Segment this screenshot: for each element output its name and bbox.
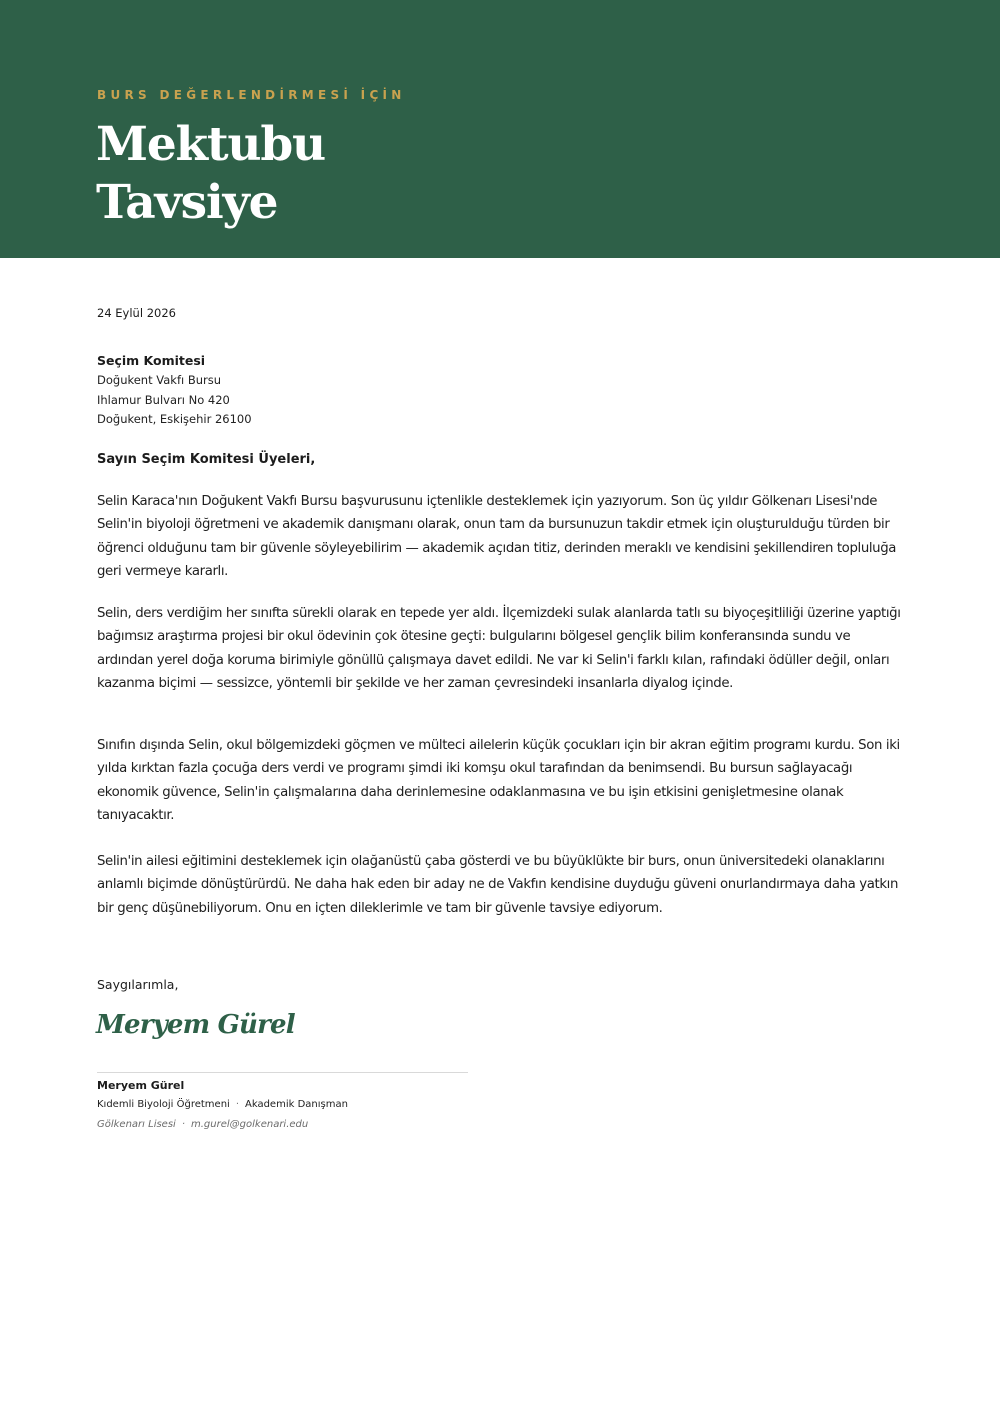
recipient-organization: Doğukent Vakfı Bursu [97, 373, 222, 387]
recipient-city: Doğukent, Eskişehir 26100 [97, 412, 252, 426]
signer-contact [97, 1119, 308, 1130]
body-paragraph-2: Selin, ders verdiğim her sınıfta sürekli olarak en tepede yer aldı. İlçemizdeki sulak alanlarda tatlı su biyoçeşitliliği üzerine yaptığı bağımsız araştırma projesi bir okul ödevinin çok ötesine geçti: bulgularını bölgesel gençlik bilim konferansında sundu ve ardından yerel doğa koruma birimiyle gönüllü çalışmaya davet edildi. Ne var ki Selin'i farklı kılan, rafındaki ödüller değil, onları kazanma biçimi — sessizce, yöntemli bir şekilde ve her zaman çevresindeki insanlarla diyalog içinde. [97, 606, 901, 692]
body-paragraph-1: Selin Karaca'nın Doğukent Vakfı Bursu başvurusunu içtenlikle desteklemek için yazıyorum. Son üç yıldır Gölkenarı Lisesi'nde Selin'in biyoloji öğretmeni ve akademik danışmanı olarak, onun tam da bursunuzun takdir etmek için oluşturulduğu türden bir öğrenci olduğunu tam bir güvenle söyleyebilirim — akademik açıdan titiz, derinden meraklı ve kendisini şekillendiren topluluğa geri vermeye kararlı. [97, 494, 897, 580]
salutation: Sayın Seçim Komitesi Üyeleri, [97, 452, 316, 467]
recipient-name: Seçim Komitesi [97, 353, 206, 368]
signer-roles [97, 1099, 348, 1110]
recipient-block [97, 352, 252, 430]
signer-email[interactable]: m.gurel@golkenari.edu [191, 1119, 309, 1130]
title-line-1: Mektubu [96, 117, 326, 172]
body-paragraph-4: Selin'in ailesi eğitimini desteklemek için olağanüstü çaba gösterdi ve bu büyüklükte bir burs, onun üniversitedeki olanaklarını anlamlı biçimde dönüştürürdü. Ne daha hak eden bir aday ne de Vakfın kendisine duyduğu güveni onurlandırmaya daha yatkın bir genç düşünebiliyorum. Onu en içten dileklerimle ve tam bir güvenle tavsiye ediyorum. [97, 854, 899, 916]
body-paragraph-3: Sınıfın dışında Selin, okul bölgemizdeki göçmen ve mülteci ailelerin küçük çocukları için bir akran eğitim programı kurdu. Son iki yılda kırktan fazla çocuğa ders verdi ve programı şimdi iki komşu okul tarafından da benimsendi. Bu bursun sağlayacağı ekonomik güvence, Selin'in çalışmalarına daha derinlemesine odaklanmasına ve bu işin etkisini genişletmesine olanak tanıyacaktır. [97, 738, 900, 824]
letter-header [0, 0, 1000, 258]
header-eyebrow: BURS DEĞERLENDİRMESİ İÇİN [97, 88, 406, 102]
recipient-street: Ihlamur Bulvarı No 420 [97, 392, 230, 407]
signature-divider [97, 1072, 468, 1073]
separator-dot: · [235, 1099, 239, 1110]
separator-dot: · [181, 1119, 186, 1130]
title-line-2: Tavsiye [96, 175, 278, 230]
page-title [96, 116, 325, 232]
closing: Saygılarımla, [97, 977, 179, 992]
signer-role-1: Kıdemli Biyoloji Öğretmeni [97, 1099, 230, 1110]
letter-date: 24 Eylül 2026 [97, 306, 176, 320]
signer-school: Gölkenarı Lisesi [97, 1119, 176, 1130]
signer-role-2: Akademik Danışman [245, 1099, 348, 1110]
signature: Meryem Gürel [96, 1010, 295, 1040]
signer-name: Meryem Gürel [97, 1079, 185, 1092]
